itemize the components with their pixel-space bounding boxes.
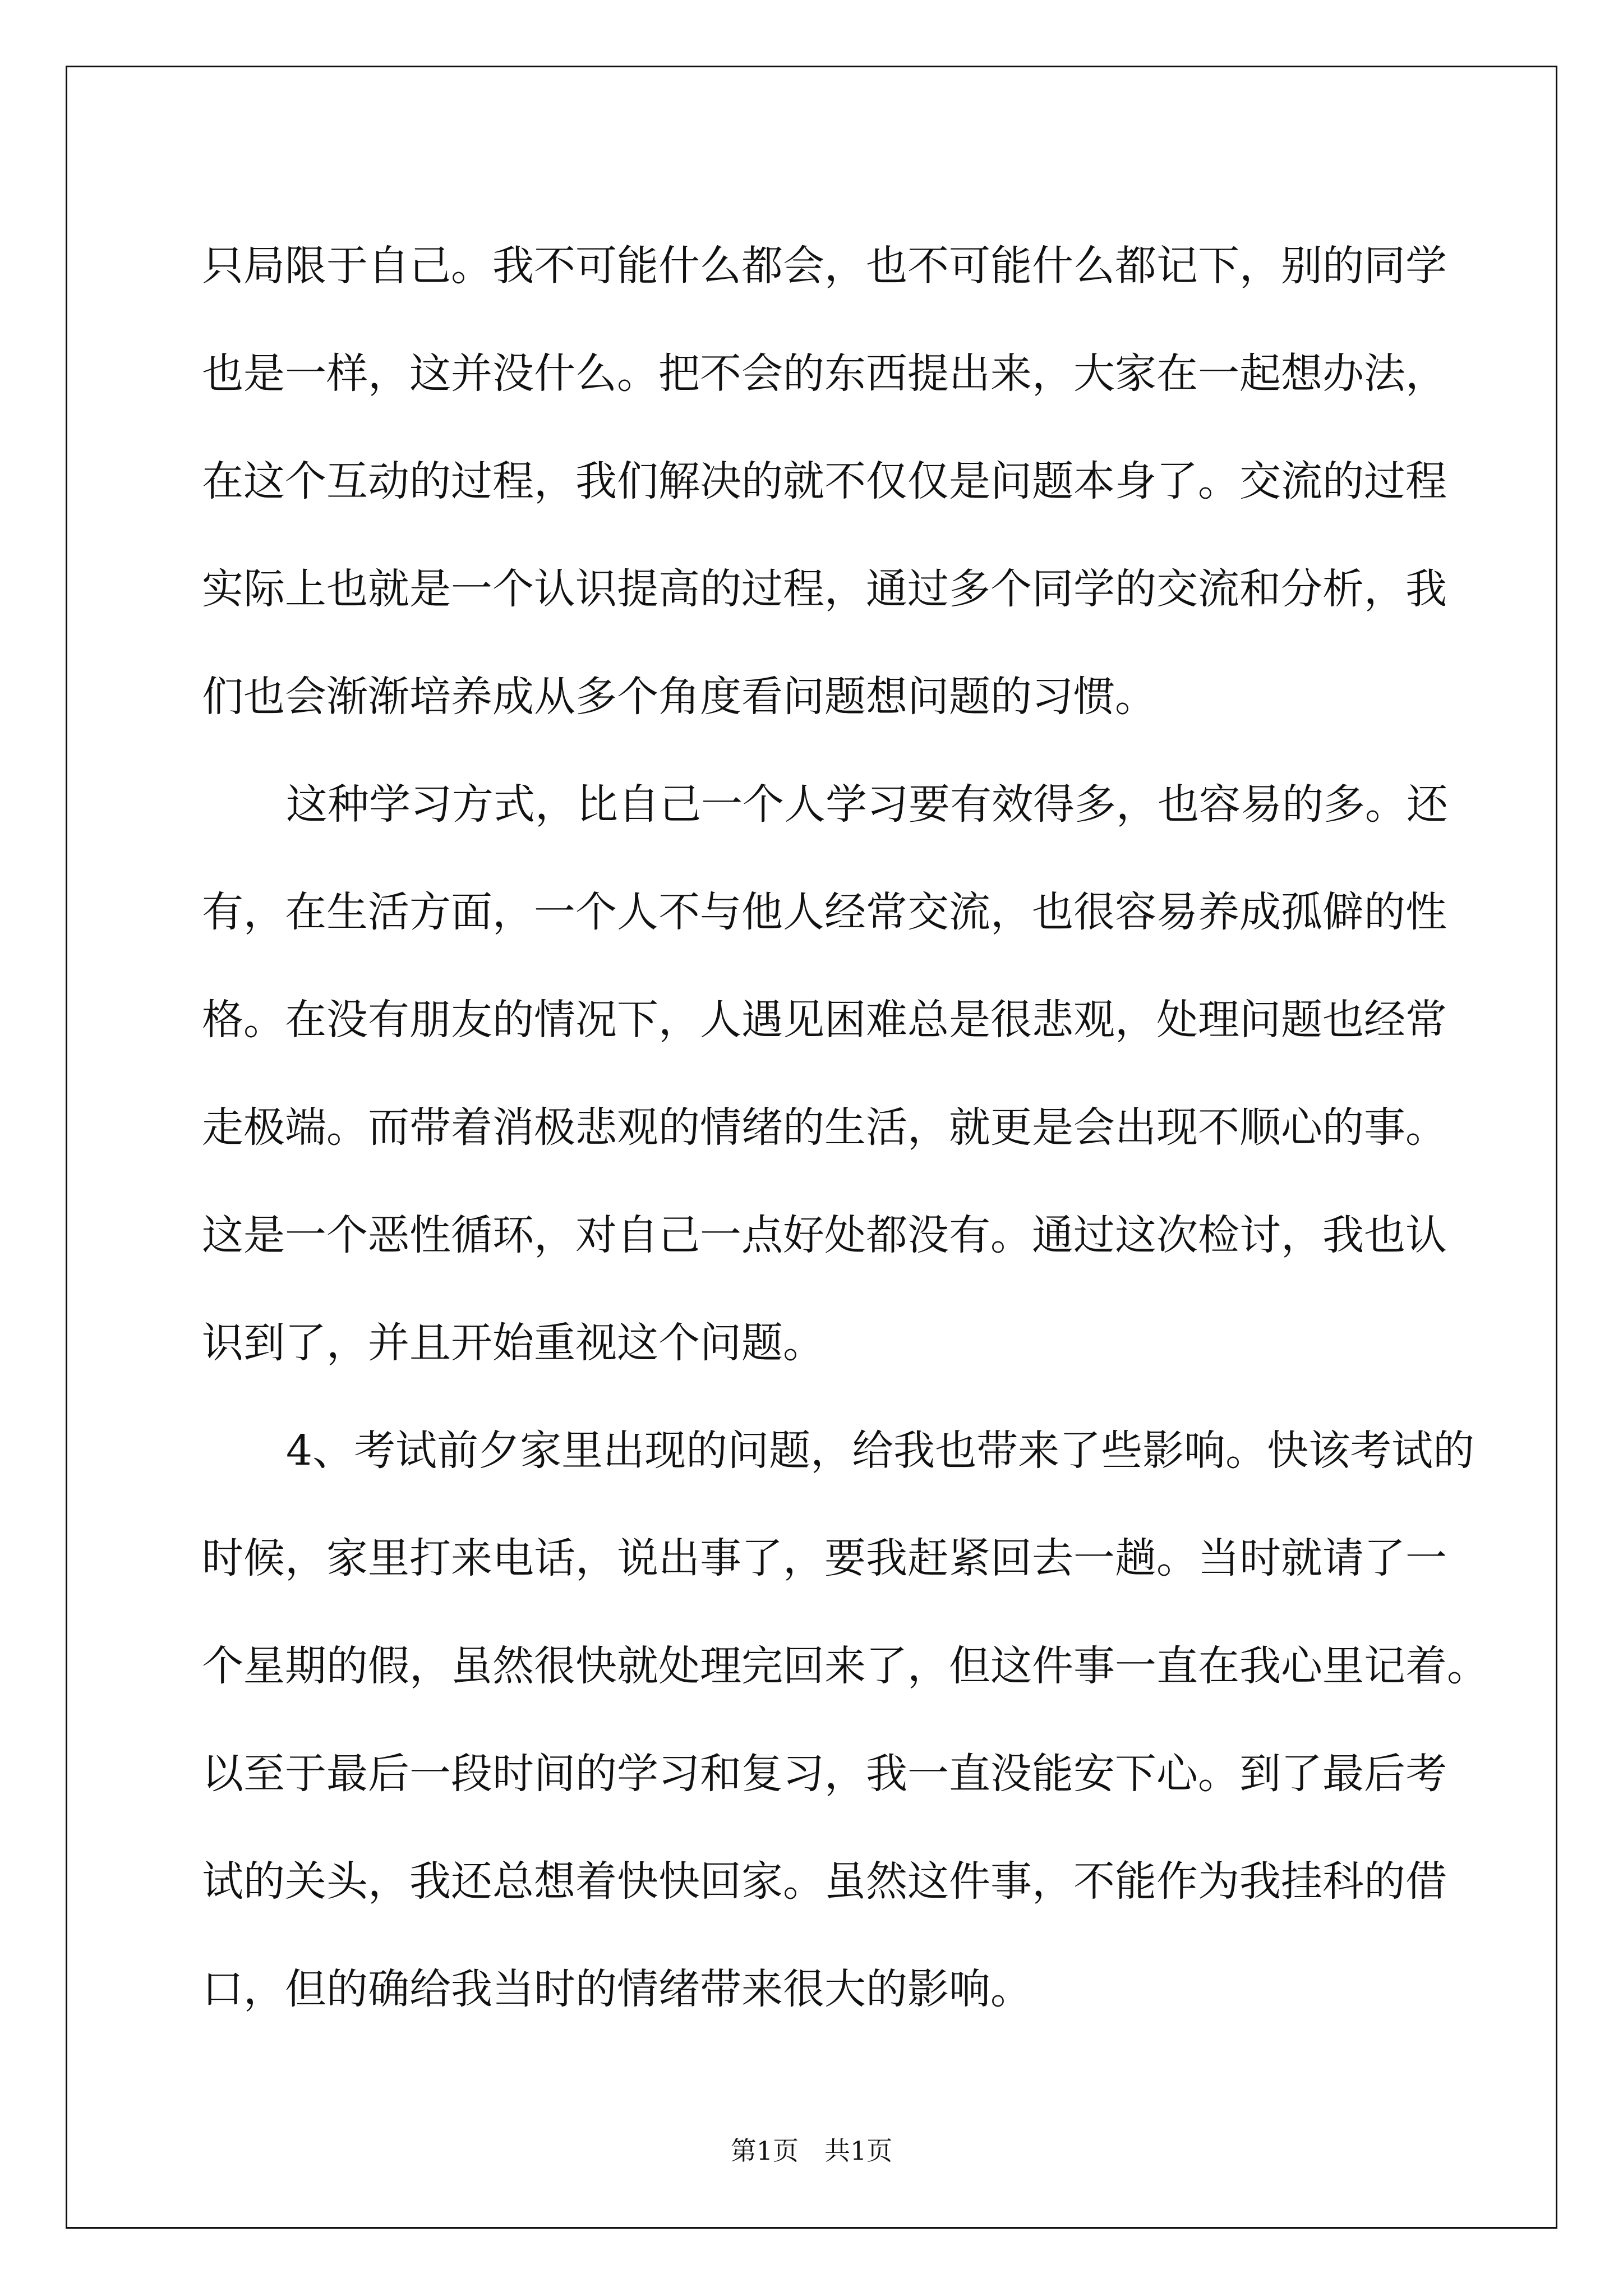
- page-number-label: 第1页 共1页: [730, 2136, 893, 2166]
- text-line: 走极端。而带着消极悲观的情绪的生活，就更是会出现不顺心的事。: [202, 1103, 1447, 1152]
- text-line: 这是一个恶性循环，对自己一点好处都没有。通过这次检讨，我也认: [202, 1211, 1447, 1259]
- page-footer: [0, 2131, 1623, 2168]
- text-line: 在这个互动的过程，我们解决的就不仅仅是问题本身了。交流的过程: [202, 457, 1447, 505]
- text-line: 4、考试前夕家里出现的问题，给我也带来了些影响。快该考试的: [286, 1427, 1475, 1475]
- text-line: 这种学习方式，比自己一个人学习要有效得多，也容易的多。还: [286, 780, 1448, 829]
- text-line: 只局限于自己。我不可能什么都会，也不可能什么都记下，别的同学: [202, 242, 1447, 290]
- text-line: 们也会渐渐培养成从多个角度看问题想问题的习惯。: [202, 673, 1156, 721]
- text-line: 格。在没有朋友的情况下，人遇见困难总是很悲观，处理问题也经常: [202, 996, 1447, 1044]
- text-line: 时候，家里打来电话，说出事了，要我赶紧回去一趟。当时就请了一: [202, 1534, 1447, 1582]
- text-line: 以至于最后一段时间的学习和复习，我一直没能安下心。到了最后考: [202, 1750, 1447, 1798]
- text-line: 个星期的假，虽然很快就处理完回来了，但这件事一直在我心里记着。: [202, 1642, 1488, 1690]
- text-line: 有，在生活方面，一个人不与他人经常交流，也很容易养成孤僻的性: [202, 888, 1447, 936]
- text-line: 口，但的确给我当时的情绪带来很大的影响。: [202, 1965, 1032, 2013]
- text-line: 识到了，并且开始重视这个问题。: [202, 1319, 824, 1367]
- text-line: 实际上也就是一个认识提高的过程，通过多个同学的交流和分析，我: [202, 565, 1447, 613]
- text-line: 也是一样，这并没什么。把不会的东西提出来，大家在一起想办法，: [202, 349, 1447, 398]
- text-line: 试的关头，我还总想着快快回家。虽然这件事，不能作为我挂科的借: [202, 1857, 1447, 1906]
- document-body: [202, 212, 1488, 2043]
